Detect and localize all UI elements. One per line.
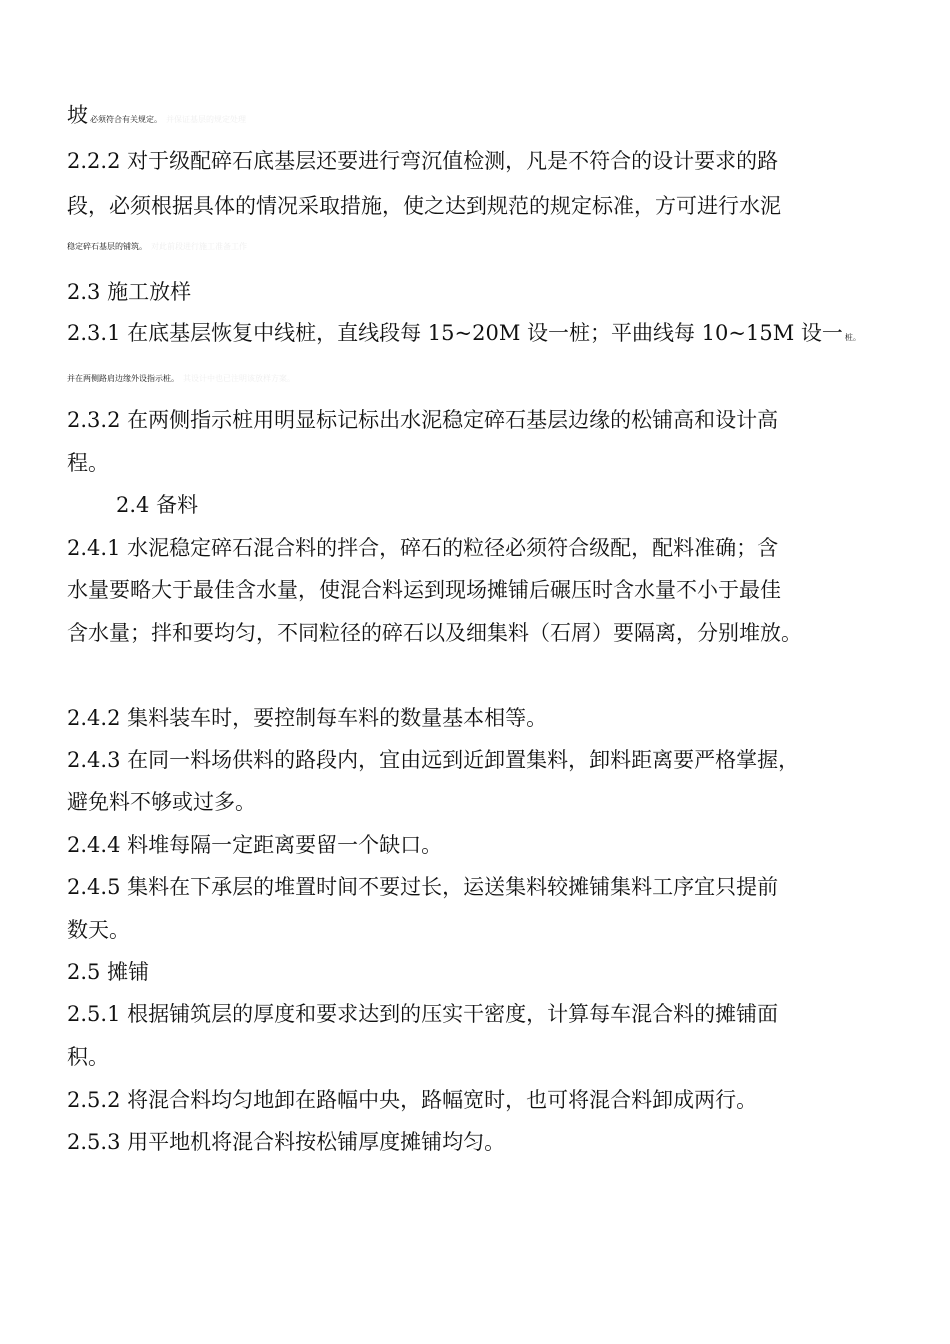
para-2-3-2-line-2: 程。: [67, 451, 109, 475]
para-2-2-2-small: 稳定碎石基层的铺筑。: [67, 242, 147, 251]
para-2-3-1-small: 桩。: [844, 333, 861, 342]
para-2-4-5-line-2: 数天。: [67, 918, 130, 942]
para-2-4-1-line-3: 含水量；拌和要均匀，不同粒径的碎石以及细集料（石屑）要隔离，分别堆放。: [67, 621, 802, 645]
line-slope-small: 必须符合有关规定。: [90, 115, 162, 124]
para-2-2-2-line-2: 段，必须根据具体的情况采取措施，使之达到规范的规定标准，方可进行水泥: [67, 194, 781, 218]
para-2-3-1-small-2: 并在两侧路肩边缘外设指示桩。: [67, 374, 179, 383]
para-2-5-1-line-2: 积。: [67, 1045, 109, 1069]
heading-2-5: 2.5 摊铺: [67, 960, 150, 984]
para-2-2-2-line-1: 2.2.2 对于级配碎石底基层还要进行弯沉值检测，凡是不符合的设计要求的路: [67, 149, 779, 173]
heading-2-3: 2.3 施工放样: [67, 280, 192, 304]
para-2-4-5-line-1: 2.4.5 集料在下承层的堆置时间不要过长，运送集料较摊铺集料工序宜只提前: [67, 875, 779, 899]
para-2-3-1-text: 2.3.1 在底基层恢复中线桩，直线段每 15~20M 设一桩；平曲线每 10~15M 设一: [67, 321, 843, 345]
para-2-2-2-ghost: 对此前段进行施工准备工作: [151, 242, 247, 251]
para-2-4-2: 2.4.2 集料装车时，要控制每车料的数量基本相等。: [67, 706, 548, 730]
para-2-2-2-line-3: [67, 242, 247, 252]
line-slope-char: 坡: [67, 103, 88, 127]
heading-2-4: 2.4 备料: [116, 493, 199, 517]
line-slope: [67, 101, 246, 134]
para-2-3-1-ghost: 其设计中也已注明该放样方案。: [183, 374, 295, 383]
para-2-3-1-line-1: [67, 319, 861, 352]
para-2-4-4: 2.4.4 料堆每隔一定距离要留一个缺口。: [67, 833, 443, 857]
para-2-3-2-line-1: 2.3.2 在两侧指示桩用明显标记标出水泥稳定碎石基层边缘的松铺高和设计高: [67, 408, 779, 432]
para-2-3-1-line-2: [67, 374, 295, 384]
line-slope-ghost: 并保证基层的规定处理: [166, 115, 246, 124]
para-2-4-1-line-1: 2.4.1 水泥稳定碎石混合料的拌合，碎石的粒径必须符合级配，配料准确；含: [67, 536, 779, 560]
para-2-5-3: 2.5.3 用平地机将混合料按松铺厚度摊铺均匀。: [67, 1130, 506, 1154]
para-2-5-2: 2.5.2 将混合料均匀地卸在路幅中央，路幅宽时，也可将混合料卸成两行。: [67, 1088, 758, 1112]
para-2-4-3-line-2: 避免料不够或过多。: [67, 790, 256, 814]
para-2-4-3-line-1: 2.4.3 在同一料场供料的路段内，宜由远到近卸置集料，卸料距离要严格掌握，: [67, 748, 800, 772]
para-2-5-1-line-1: 2.5.1 根据铺筑层的厚度和要求达到的压实干密度，计算每车混合料的摊铺面: [67, 1002, 779, 1026]
para-2-4-1-line-2: 水量要略大于最佳含水量，使混合料运到现场摊铺后碾压时含水量不小于最佳: [67, 578, 781, 602]
